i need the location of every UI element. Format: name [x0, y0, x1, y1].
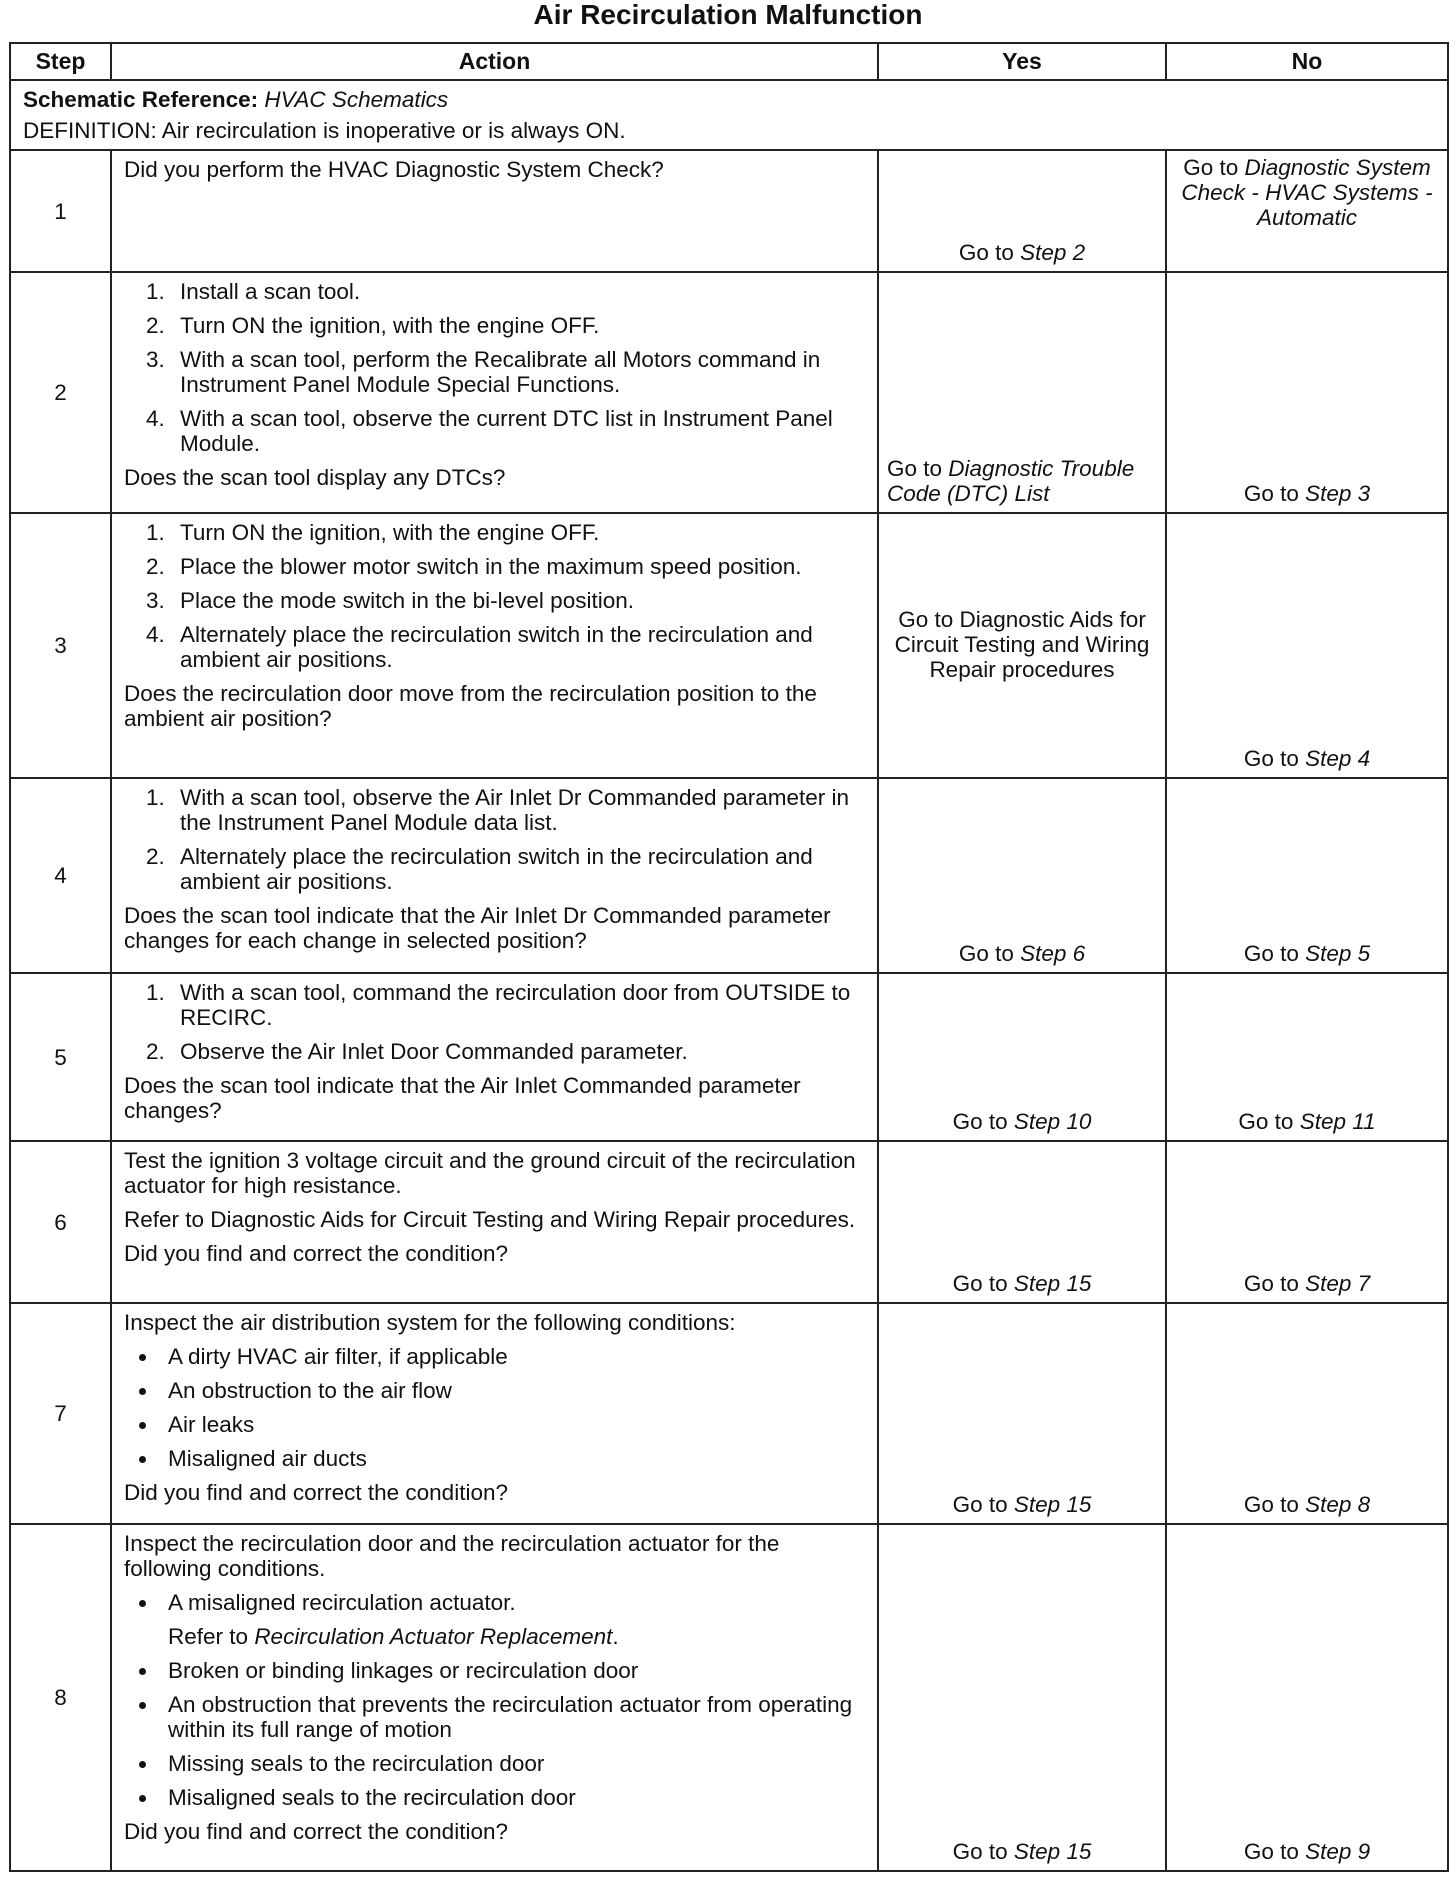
header-yes: Yes [878, 43, 1166, 80]
yes-cell [878, 778, 1166, 973]
no-link[interactable]: Step 11 [1299, 1109, 1376, 1134]
no-cell [1166, 778, 1448, 973]
go-to-label: Go to [958, 240, 1014, 265]
table-row [10, 1303, 1448, 1524]
no-cell [1166, 973, 1448, 1141]
go-to-label: Go to [1243, 746, 1299, 771]
refer-link[interactable]: Recirculation Actuator Replacement [254, 1624, 613, 1649]
step-number: 5 [10, 973, 111, 1141]
go-to-label: Go to [952, 1271, 1008, 1296]
list-item: 4. Alternately place the recirculation switch in the recirculation and ambient air positions. [171, 622, 867, 672]
no-cell [1166, 272, 1448, 513]
yes-link[interactable]: Step 6 [1020, 941, 1086, 966]
yes-cell [878, 150, 1166, 272]
go-to-label: Go to [1183, 155, 1239, 180]
go-to-label: Go to [1243, 941, 1299, 966]
list-item: 4. With a scan tool, observe the current DTC list in Instrument Panel Module. [171, 406, 867, 456]
no-link[interactable]: Step 4 [1305, 746, 1371, 771]
instruction-list [124, 279, 867, 456]
list-item: 2. Observe the Air Inlet Door Commanded parameter. [171, 1039, 867, 1064]
no-cell [1166, 1524, 1448, 1871]
step-number: 2 [10, 272, 111, 513]
list-item: • Misaligned seals to the recirculation door [159, 1785, 867, 1810]
schematic-reference-label: Schematic Reference: [23, 87, 259, 112]
yes-link[interactable]: Step 10 [1013, 1109, 1092, 1134]
yes-cell [878, 1141, 1166, 1303]
list-item: 1. Turn ON the ignition, with the engine OFF. [171, 520, 867, 545]
table-row [10, 973, 1448, 1141]
go-to-label: Go to [958, 941, 1014, 966]
header-no: No [1166, 43, 1448, 80]
table-row [10, 150, 1448, 272]
definition: DEFINITION: Air recirculation is inoperative or is always ON. [23, 118, 626, 143]
list-item: • Air leaks [159, 1412, 867, 1437]
go-to-label: Go to [1238, 1109, 1294, 1134]
refer-prefix: Refer to [168, 1624, 249, 1649]
yes-link[interactable]: Step 15 [1013, 1839, 1092, 1864]
step-question: Did you find and correct the condition? [124, 1819, 508, 1844]
list-item: 1. With a scan tool, command the recirculation door from OUTSIDE to RECIRC. [171, 980, 867, 1030]
instruction-list [124, 980, 867, 1064]
action-cell [111, 973, 878, 1141]
no-link[interactable]: Step 7 [1305, 1271, 1371, 1296]
step-instruction: Inspect the recirculation door and the recirculation actuator for the following conditions. [124, 1531, 780, 1581]
no-link[interactable]: Step 5 [1305, 941, 1371, 966]
instruction-list [124, 785, 867, 894]
step-question: Did you find and correct the condition? [124, 1241, 508, 1266]
list-item: • A misaligned recirculation actuator. [159, 1590, 867, 1615]
condition-list [124, 1658, 867, 1810]
step-question: Did you find and correct the condition? [124, 1480, 508, 1505]
list-item: • An obstruction to the air flow [159, 1378, 867, 1403]
step-number: 4 [10, 778, 111, 973]
table-row [10, 1141, 1448, 1303]
list-item: 3. Place the mode switch in the bi-level position. [171, 588, 867, 613]
list-item: 2. Place the blower motor switch in the maximum speed position. [171, 554, 867, 579]
schematic-reference-link[interactable]: HVAC Schematics [264, 87, 449, 112]
yes-cell [878, 973, 1166, 1141]
action-cell [111, 778, 878, 973]
reference-row [10, 80, 1448, 150]
step-number: 3 [10, 513, 111, 778]
header-action: Action [111, 43, 878, 80]
yes-text[interactable]: Go to Diagnostic Aids for Circuit Testing and Wiring Repair procedures [894, 607, 1150, 682]
action-cell [111, 1141, 878, 1303]
yes-cell [878, 272, 1166, 513]
instruction-list [124, 520, 867, 672]
diagnostic-table [9, 42, 1449, 1872]
schematic-reference [23, 87, 1435, 112]
condition-list [124, 1344, 867, 1471]
no-cell [1166, 1303, 1448, 1524]
yes-link[interactable]: Diagnostic Trouble Code (DTC) List [887, 456, 1135, 506]
step-question: Did you perform the HVAC Diagnostic System Check? [124, 157, 664, 182]
list-item: • An obstruction that prevents the recirculation actuator from operating within its full range of motion [159, 1692, 867, 1742]
step-number: 7 [10, 1303, 111, 1524]
yes-link[interactable]: Step 15 [1013, 1271, 1092, 1296]
yes-cell [878, 1524, 1166, 1871]
yes-text [887, 456, 1157, 506]
list-item: • Missing seals to the recirculation door [159, 1751, 867, 1776]
step-instruction: Test the ignition 3 voltage circuit and the ground circuit of the recirculation actuator for high resistance. [124, 1148, 856, 1198]
step-question: Does the scan tool indicate that the Air Inlet Commanded parameter changes? [124, 1073, 801, 1123]
go-to-label: Go to [887, 456, 943, 481]
table-row [10, 272, 1448, 513]
list-item: • Broken or binding linkages or recirculation door [159, 1658, 867, 1683]
step-reference: Refer to Diagnostic Aids for Circuit Testing and Wiring Repair procedures. [124, 1207, 856, 1232]
go-to-label: Go to [1243, 481, 1299, 506]
go-to-label: Go to [1243, 1492, 1299, 1517]
list-item: 1. Install a scan tool. [171, 279, 867, 304]
no-cell [1166, 150, 1448, 272]
table-row [10, 1524, 1448, 1871]
no-link[interactable]: Diagnostic System Check - HVAC Systems - Automatic [1181, 155, 1433, 230]
page-title: Air Recirculation Malfunction [533, 0, 923, 30]
go-to-label: Go to [952, 1839, 1008, 1864]
step-question: Does the scan tool indicate that the Air Inlet Dr Commanded parameter changes for each change in selected position? [124, 903, 831, 953]
table-row [10, 513, 1448, 778]
list-item: 3. With a scan tool, perform the Recalibrate all Motors command in Instrument Panel Module Special Functions. [171, 347, 867, 397]
step-question: Does the scan tool display any DTCs? [124, 465, 506, 490]
yes-link[interactable]: Step 2 [1020, 240, 1086, 265]
no-cell [1166, 1141, 1448, 1303]
step-number: 8 [10, 1524, 111, 1871]
list-item: 2. Turn ON the ignition, with the engine OFF. [171, 313, 867, 338]
header-step: Step [10, 43, 111, 80]
action-cell [111, 272, 878, 513]
go-to-label: Go to [952, 1492, 1008, 1517]
go-to-label: Go to [952, 1109, 1008, 1134]
step-number: 6 [10, 1141, 111, 1303]
list-item: 2. Alternately place the recirculation switch in the recirculation and ambient air positions. [171, 844, 867, 894]
action-cell [111, 150, 878, 272]
list-item: 1. With a scan tool, observe the Air Inlet Dr Commanded parameter in the Instrument Panel Module data list. [171, 785, 867, 835]
list-item: • Misaligned air ducts [159, 1446, 867, 1471]
step-instruction: Inspect the air distribution system for the following conditions: [124, 1310, 736, 1335]
no-link[interactable]: Step 8 [1305, 1492, 1371, 1517]
action-cell [111, 1303, 878, 1524]
yes-cell [878, 513, 1166, 778]
step-reference [159, 1624, 867, 1649]
step-question: Does the recirculation door move from the recirculation position to the ambient air position? [124, 681, 817, 731]
action-cell [111, 513, 878, 778]
no-cell [1166, 513, 1448, 778]
no-link[interactable]: Step 3 [1305, 481, 1371, 506]
refer-suffix: . [612, 1624, 619, 1649]
header-row [10, 43, 1448, 80]
action-cell [111, 1524, 878, 1871]
condition-list [124, 1590, 867, 1615]
yes-cell [878, 1303, 1166, 1524]
go-to-label: Go to [1243, 1271, 1299, 1296]
table-row [10, 778, 1448, 973]
no-link[interactable]: Step 9 [1305, 1839, 1371, 1864]
list-item: • A dirty HVAC air filter, if applicable [159, 1344, 867, 1369]
step-number: 1 [10, 150, 111, 272]
yes-link[interactable]: Step 15 [1013, 1492, 1092, 1517]
reference-cell [10, 80, 1448, 150]
go-to-label: Go to [1243, 1839, 1299, 1864]
